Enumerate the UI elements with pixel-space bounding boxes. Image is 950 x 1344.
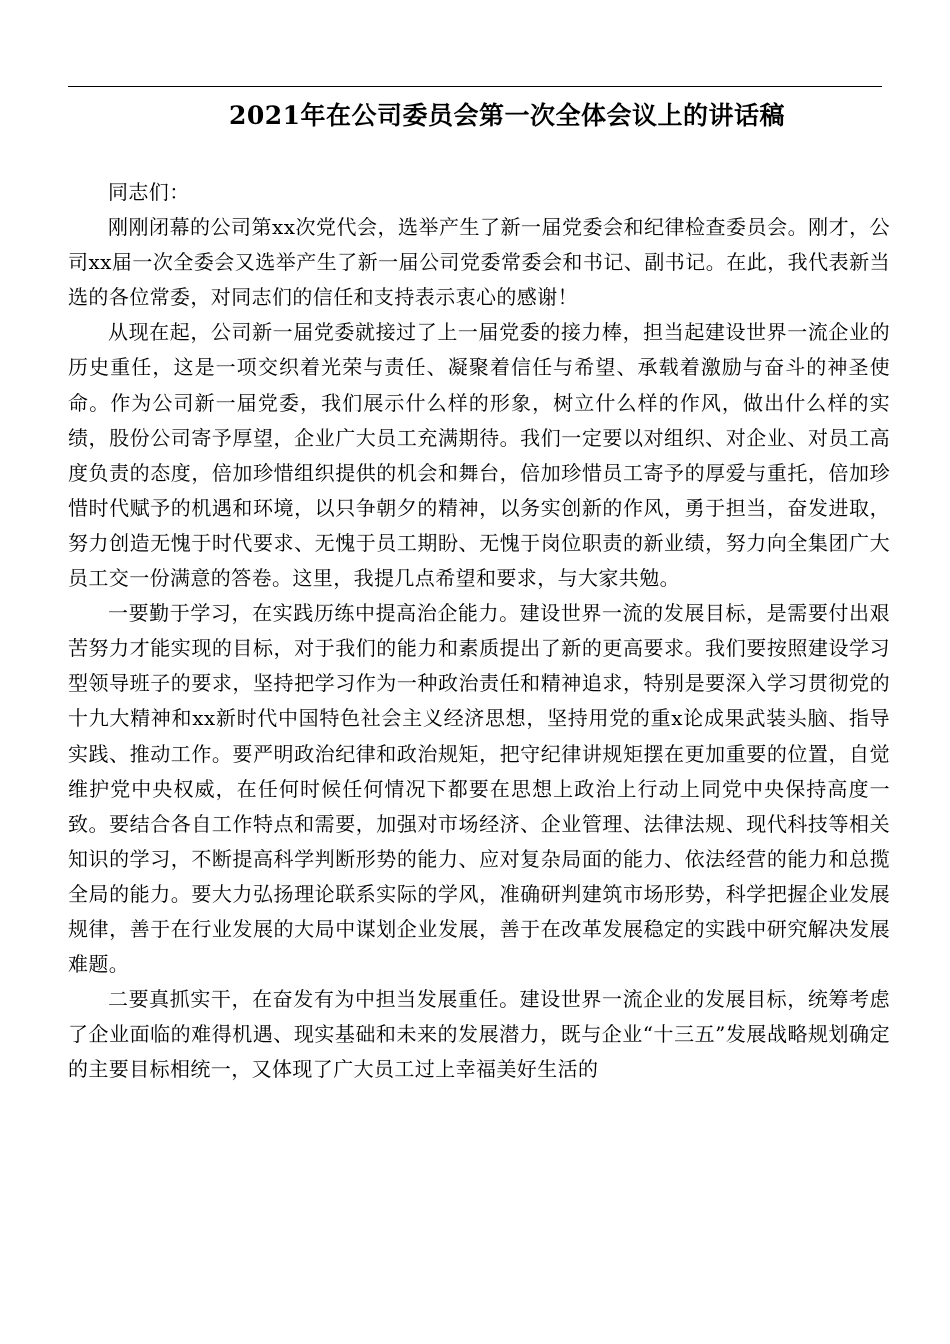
header-rule (68, 86, 882, 87)
document-title: 2021年在公司委员会第一次全体会议上的讲话稿 (228, 101, 786, 130)
body-paragraph: 一要勤于学习，在实践历练中提高治企能力。建设世界一流的发展目标，是需要付出艰苦努力才能实现的目标，对于我们的能力和素质提出了新的更高要求。我们要按照建设学习型领导班子的要求，坚持把学习作为一种政治责任和精神追求，特别是要深入学习贯彻党的十九大精神和xx新时代中国特色社会主义经济思想，坚持用党的重x论成果武装头脑、指导实践、推动工作。要严明政治纪律和政治规矩，把守纪律讲规矩摆在更加重要的位置，自觉维护党中央权威，在任何时候任何情况下都要在思想上政治上行动上同党中央保持高度一致。要结合各自工作特点和需要，加强对市场经济、企业管理、法律法规、现代科技等相关知识的学习，不断提高科学判断形势的能力、应对复杂局面的能力、依法经营的能力和总揽全局的能力。要大力弘扬理论联系实际的学风，准确研判建筑市场形势，科学把握企业发展规律，善于在行业发展的大局中谋划企业发展，善于在改革发展稳定的实践中研究解决发展难题。 (68, 601, 890, 977)
salutation-paragraph: 同志们： (108, 180, 190, 204)
body-paragraph: 二要真抓实干，在奋发有为中担当发展重任。建设世界一流企业的发展目标，统筹考虑了企业面临的难得机遇、现实基础和未来的发展潜力，既与企业“十三五”发展战略规划确定的主要目标相统一，又体现了广大员工过上幸福美好生活的 (68, 987, 890, 1082)
body-paragraph: 从现在起，公司新一届党委就接过了上一届党委的接力棒，担当起建设世界一流企业的历史重任，这是一项交织着光荣与责任、凝聚着信任与希望、承载着激励与奋斗的神圣使命。作为公司新一届党委，我们展示什么样的形象，树立什么样的作风，做出什么样的实绩，股份公司寄予厚望，企业广大员工充满期待。我们一定要以对组织、对企业、对员工高度负责的态度，倍加珍惜组织提供的机会和舞台，倍加珍惜员工寄予的厚爱与重托，倍加珍惜时代赋予的机遇和环境，以只争朝夕的精神，以务实创新的作风，勇于担当，奋发进取，努力创造无愧于时代要求、无愧于员工期盼、无愧于岗位职责的新业绩，努力向全集团广大员工交一份满意的答卷。这里，我提几点希望和要求，与大家共勉。 (68, 320, 890, 591)
document-body (68, 175, 890, 1087)
body-paragraph: 刚刚闭幕的公司第xx次党代会，选举产生了新一届党委会和纪律检查委员会。刚才，公司xx届一次全委会又选举产生了新一届公司党委常委会和书记、副书记。在此，我代表新当选的各位常委，对同志们的信任和支持表示衷心的感谢！ (68, 215, 890, 310)
